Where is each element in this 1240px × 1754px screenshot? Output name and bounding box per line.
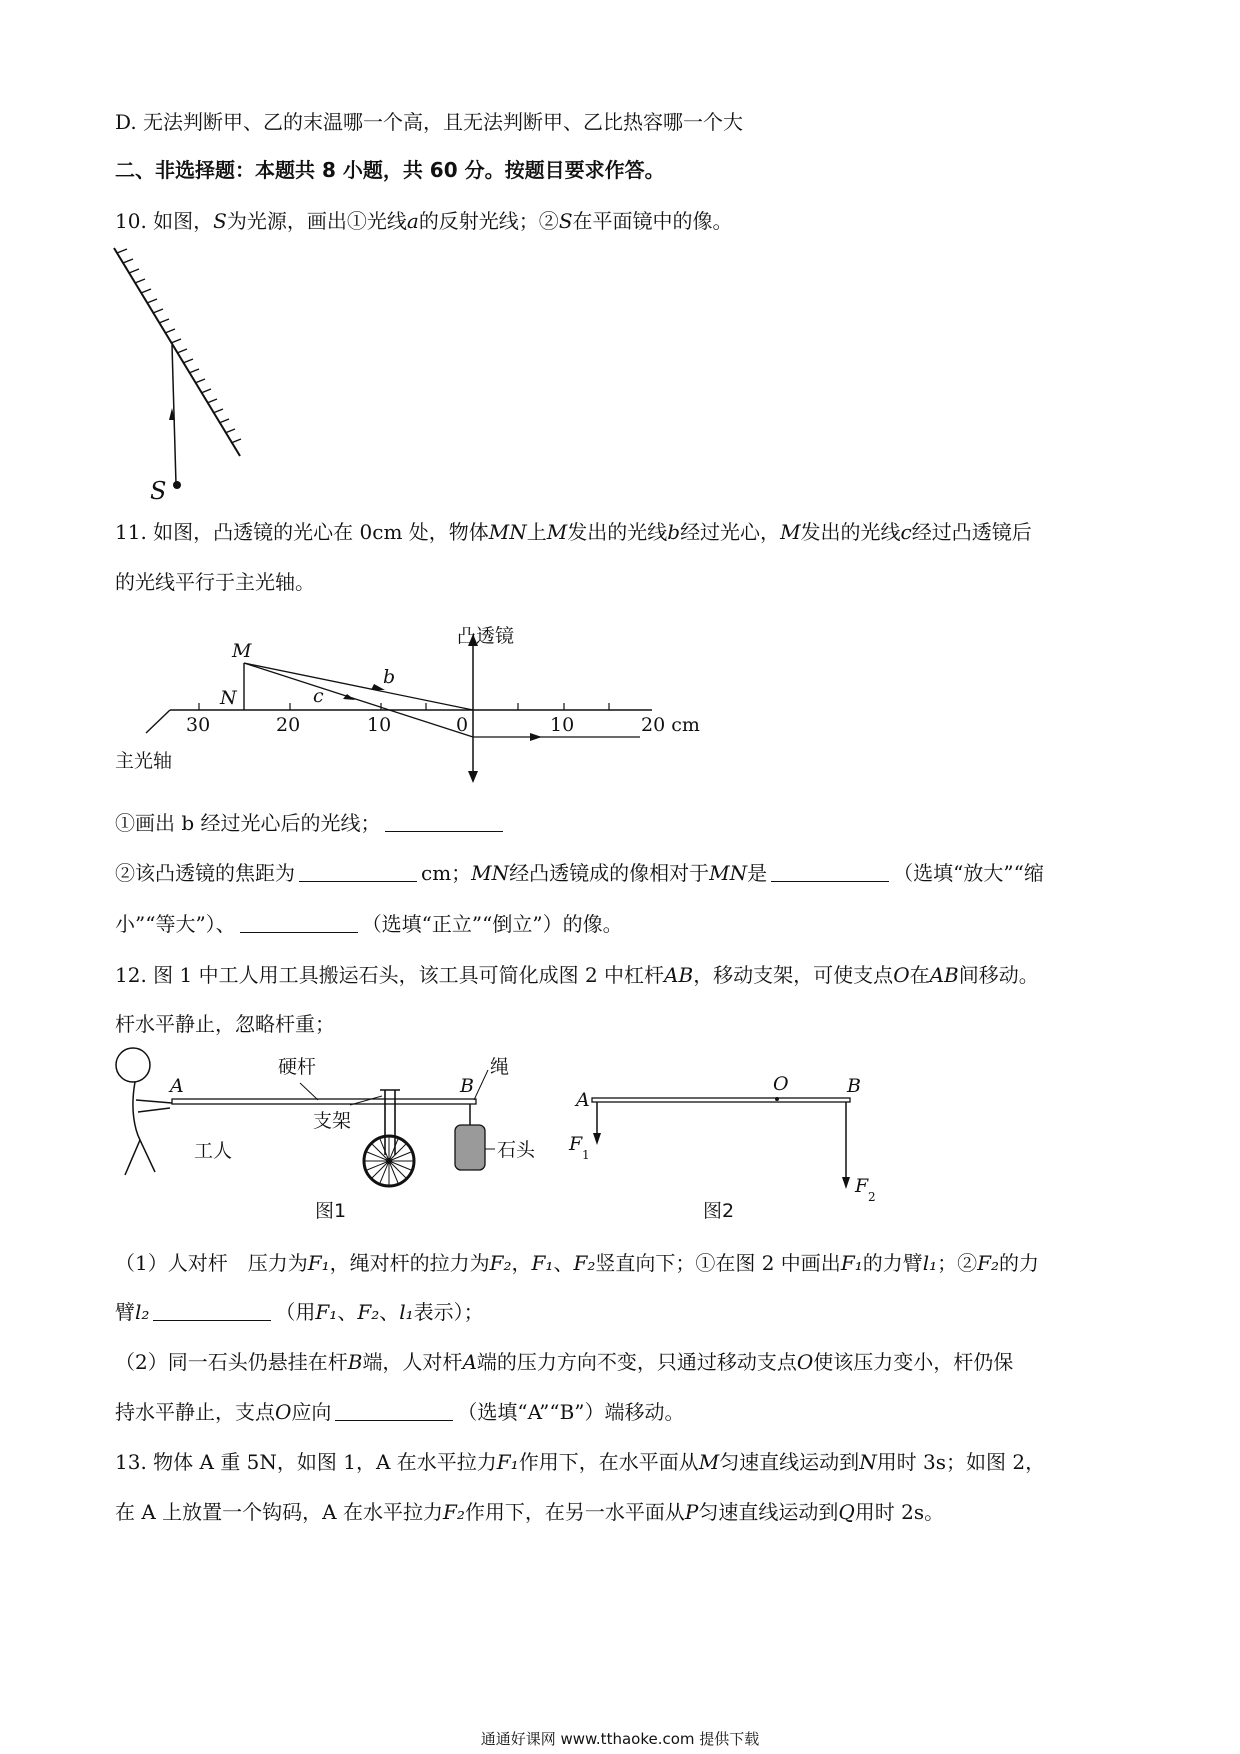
svg-text:F: F — [855, 1175, 869, 1197]
svg-text:F: F — [569, 1133, 583, 1155]
svg-text:10: 10 — [367, 714, 392, 736]
q12-p1-line1: （1）人对杆 压力为F₁，绳对杆的拉力为F₂，F₁、F₂竖直向下；①在图 2 中画出F₁的力臂l₁；②F₂的力 — [115, 1251, 1040, 1275]
answer-blank[interactable] — [153, 1302, 271, 1321]
svg-text:1: 1 — [582, 1148, 590, 1162]
svg-text:图1: 图1 — [315, 1200, 347, 1222]
svg-text:O: O — [773, 1073, 789, 1095]
svg-text:B: B — [847, 1075, 861, 1097]
svg-text:工人: 工人 — [194, 1140, 233, 1162]
svg-text:M: M — [232, 640, 252, 662]
section2-heading: 二、非选择题：本题共 8 小题，共 60 分。按题目要求作答。 — [115, 158, 665, 182]
label-s: S — [150, 477, 167, 505]
q13-line1: 13. 物体 A 重 5N，如图 1，A 在水平拉力F₁作用下，在水平面从M匀速直线运动到N用时 3s；如图 2， — [115, 1450, 1046, 1474]
svg-text:A: A — [170, 1075, 184, 1097]
q11-sub2: ②该凸透镜的焦距为 cm；MN经凸透镜成的像相对于MN是 （选填“放大”“缩 — [115, 861, 1044, 885]
q11-line1: 11. 如图，凸透镜的光心在 0cm 处，物体MN上M发出的光线b经过光心，M发出的光线c经过凸透镜后 — [115, 520, 1032, 544]
svg-text:A: A — [576, 1089, 590, 1111]
q11-line2: 的光线平行于主光轴。 — [115, 570, 315, 594]
q12-line1: 12. 图 1 中工人用工具搬运石头，该工具可简化成图 2 中杠杆AB，移动支架，可使支点O在AB间移动。 — [115, 963, 1039, 987]
q12-p2-line2: 持水平静止，支点O应向 （选填“A”“B”）端移动。 — [115, 1400, 685, 1424]
svg-text:c: c — [313, 685, 324, 707]
svg-text:0: 0 — [456, 714, 469, 736]
svg-text:20: 20 — [276, 714, 301, 736]
svg-text:B: B — [460, 1075, 474, 1097]
q9-option-d: D. 无法判断甲、乙的末温哪一个高，且无法判断甲、乙比热容哪一个大 — [115, 110, 744, 134]
svg-text:主光轴: 主光轴 — [115, 750, 173, 772]
q11-sub2-line2: 小”“等大”）、 （选填“正立”“倒立”）的像。 — [115, 912, 623, 936]
q12-p1-line2: 臂l₂ （用F₁、F₂、l₁表示）； — [115, 1300, 484, 1324]
svg-text:硬杆: 硬杆 — [278, 1056, 317, 1078]
page-footer: 通通好课网 www.tthaoke.com 提供下载 — [480, 1730, 760, 1748]
svg-text:2: 2 — [868, 1190, 876, 1204]
svg-text:N: N — [220, 687, 237, 709]
q12-line2: 杆水平静止，忽略杆重； — [115, 1012, 335, 1036]
q13-line2: 在 A 上放置一个钩码，A 在水平拉力F₂作用下，在另一水平面从P匀速直线运动到Q用时 2s。 — [115, 1500, 945, 1524]
q10-text: 10. 如图，S为光源，画出①光线a的反射光线；②S在平面镜中的像。 — [115, 209, 733, 233]
svg-text:支架: 支架 — [313, 1110, 352, 1132]
answer-blank[interactable] — [335, 1402, 453, 1421]
svg-text:b: b — [383, 666, 396, 688]
svg-text:30: 30 — [186, 714, 211, 736]
svg-text:凸透镜: 凸透镜 — [457, 625, 515, 647]
svg-text:20 cm: 20 cm — [641, 714, 700, 736]
q11-sub1: ①画出 b 经过光心后的光线； — [115, 807, 507, 836]
q12-p2-line1: （2）同一石头仍悬挂在杆B端，人对杆A端的压力方向不变，只通过移动支点O使该压力变小，杆仍保 — [115, 1350, 1014, 1374]
svg-text:绳: 绳 — [490, 1056, 510, 1078]
svg-text:石头: 石头 — [497, 1139, 536, 1161]
svg-text:图2: 图2 — [703, 1200, 735, 1222]
svg-text:10: 10 — [550, 714, 575, 736]
